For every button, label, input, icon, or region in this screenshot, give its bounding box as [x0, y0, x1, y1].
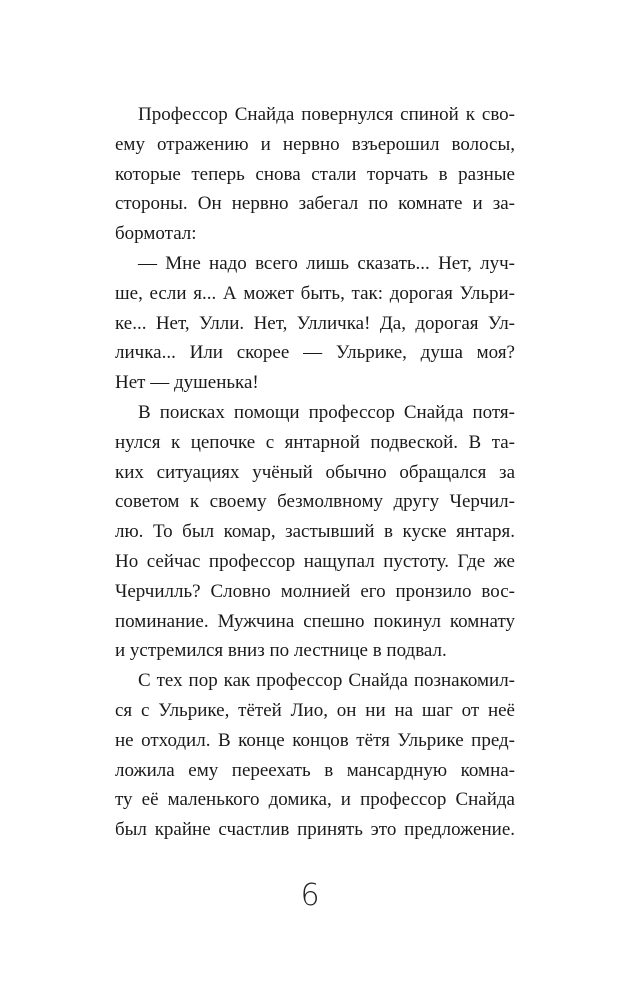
paragraph: [115, 666, 515, 845]
text-line: советом к своему безмолвному другу Черчил-: [115, 491, 515, 513]
body-text: [115, 100, 515, 845]
text-line: Но сейчас профессор нащупал пустоту. Где же: [115, 550, 515, 572]
text-line: нулся к цепочке с янтарной подвеской. В та-: [115, 431, 515, 453]
text-line: которые теперь снова стали торчать в разные: [115, 163, 515, 185]
text-line: ся с Ульрике, тётей Лио, он ни на шаг от неё: [115, 699, 515, 721]
text-line: — Мне надо всего лишь сказать... Нет, луч-: [138, 252, 515, 274]
paragraph: [115, 249, 515, 398]
text-line: С тех пор как профессор Снайда познакомил-: [138, 670, 515, 692]
text-line: ких ситуациях учёный обычно обращался за: [115, 461, 515, 483]
text-line: личка... Или скорее — Ульрике, душа моя?: [115, 342, 515, 364]
text-line: ше, если я... А может быть, так: дорогая Ульри-: [115, 282, 515, 304]
text-line: бормотал:: [115, 223, 197, 245]
text-line: и устремился вниз по лестнице в подвал.: [115, 640, 447, 662]
text-line: стороны. Он нервно забегал по комнате и за-: [115, 193, 515, 215]
text-line: ему отражению и нервно взъерошил волосы,: [115, 133, 515, 155]
text-line: В поисках помощи профессор Снайда потя-: [138, 401, 515, 423]
text-line: ту её маленького домика, и профессор Снайда: [115, 789, 515, 811]
paragraph: [115, 398, 515, 666]
text-line: ке... Нет, Улли. Нет, Улличка! Да, дорогая Ул-: [115, 312, 515, 334]
text-line: был крайне счастлив принять это предложение.: [115, 819, 515, 841]
text-line: Нет — душенька!: [115, 372, 259, 394]
text-line: Профессор Снайда повернулся спиной к сво-: [138, 104, 515, 125]
text-line: поминание. Мужчина спешно покинул комнату: [115, 610, 515, 632]
paragraph: [115, 100, 515, 249]
text-line: ложила ему переехать в мансардную комна-: [115, 759, 515, 781]
text-line: не отходил. В конце концов тётя Ульрике пред-: [115, 729, 515, 751]
text-line: лю. То был комар, застывший в куске янтаря.: [115, 521, 515, 543]
page-number: 6: [300, 878, 320, 913]
text-line: Черчилль? Словно молнией его пронзило вос-: [115, 580, 515, 602]
